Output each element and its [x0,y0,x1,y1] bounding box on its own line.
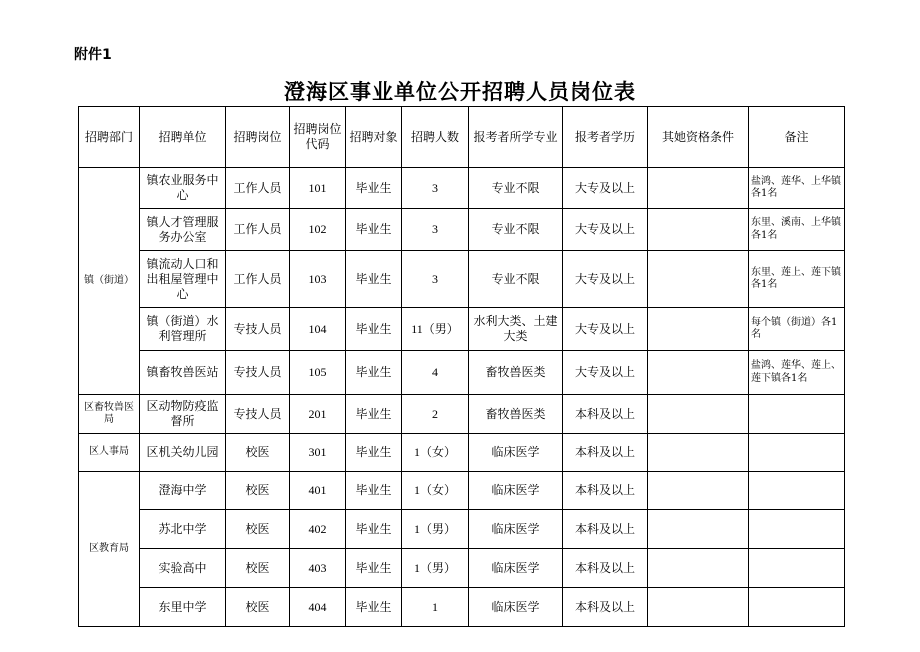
major-cell: 畜牧兽医类 [469,351,563,395]
target-cell: 毕业生 [346,472,402,510]
unit-cell: 镇流动人口和出租屋管理中心 [140,251,226,308]
target-cell: 毕业生 [346,395,402,434]
note-cell: 盐鸿、莲华、上华镇各1名 [749,168,845,209]
count-cell: 1（女） [402,472,469,510]
target-cell: 毕业生 [346,209,402,251]
table-body [79,168,845,627]
education-cell: 本科及以上 [563,472,648,510]
unit-cell: 镇畜牧兽医站 [140,351,226,395]
other-cell [648,549,749,588]
education-cell: 大专及以上 [563,351,648,395]
department-cell: 区教育局 [79,472,140,627]
education-cell: 大专及以上 [563,251,648,308]
major-cell: 临床医学 [469,472,563,510]
major-cell: 畜牧兽医类 [469,395,563,434]
count-cell: 4 [402,351,469,395]
other-cell [648,168,749,209]
post-cell: 专技人员 [226,351,290,395]
unit-cell: 镇人才管理服务办公室 [140,209,226,251]
major-cell: 临床医学 [469,434,563,472]
unit-cell: 东里中学 [140,588,226,627]
code-cell: 103 [290,251,346,308]
column-header: 招聘人数 [402,107,469,168]
education-cell: 本科及以上 [563,434,648,472]
code-cell: 101 [290,168,346,209]
unit-cell: 苏北中学 [140,510,226,549]
recruitment-table [78,106,845,627]
education-cell: 大专及以上 [563,209,648,251]
post-cell: 工作人员 [226,168,290,209]
code-cell: 404 [290,588,346,627]
education-cell: 本科及以上 [563,588,648,627]
note-cell [749,549,845,588]
count-cell: 3 [402,209,469,251]
major-cell: 专业不限 [469,209,563,251]
unit-cell: 实验高中 [140,549,226,588]
count-cell: 1（女） [402,434,469,472]
department-cell: 区人事局 [79,434,140,472]
note-cell: 盐鸿、莲华、莲上、莲下镇各1名 [749,351,845,395]
code-cell: 401 [290,472,346,510]
other-cell [648,209,749,251]
department-cell: 镇（街道） [79,168,140,395]
table-row [79,588,845,627]
target-cell: 毕业生 [346,351,402,395]
other-cell [648,251,749,308]
other-cell [648,434,749,472]
code-cell: 402 [290,510,346,549]
code-cell: 102 [290,209,346,251]
major-cell: 水利大类、土建大类 [469,308,563,351]
target-cell: 毕业生 [346,251,402,308]
table-row [79,395,845,434]
other-cell [648,351,749,395]
education-cell: 大专及以上 [563,308,648,351]
post-cell: 专技人员 [226,308,290,351]
unit-cell: 区动物防疫监督所 [140,395,226,434]
target-cell: 毕业生 [346,549,402,588]
code-cell: 301 [290,434,346,472]
table-row [79,472,845,510]
post-cell: 校医 [226,549,290,588]
column-header: 招聘岗位 [226,107,290,168]
column-header: 备注 [749,107,845,168]
target-cell: 毕业生 [346,168,402,209]
column-header: 招聘单位 [140,107,226,168]
education-cell: 本科及以上 [563,549,648,588]
table-row [79,510,845,549]
count-cell: 11（男） [402,308,469,351]
major-cell: 临床医学 [469,510,563,549]
department-cell: 区畜牧兽医局 [79,395,140,434]
unit-cell: 澄海中学 [140,472,226,510]
education-cell: 大专及以上 [563,168,648,209]
post-cell: 专技人员 [226,395,290,434]
post-cell: 工作人员 [226,209,290,251]
column-header: 其她资格条件 [648,107,749,168]
attachment-label: 附件1 [74,47,112,63]
count-cell: 1 [402,588,469,627]
table-row [79,168,845,209]
note-cell [749,434,845,472]
note-cell: 每个镇（街道）各1名 [749,308,845,351]
other-cell [648,510,749,549]
count-cell: 3 [402,168,469,209]
target-cell: 毕业生 [346,588,402,627]
target-cell: 毕业生 [346,434,402,472]
column-header: 报考者学历 [563,107,648,168]
major-cell: 专业不限 [469,251,563,308]
major-cell: 专业不限 [469,168,563,209]
table-row [79,351,845,395]
code-cell: 201 [290,395,346,434]
education-cell: 本科及以上 [563,395,648,434]
unit-cell: 镇农业服务中心 [140,168,226,209]
column-header: 招聘部门 [79,107,140,168]
post-cell: 工作人员 [226,251,290,308]
other-cell [648,588,749,627]
page-title: 澄海区事业单位公开招聘人员岗位表 [284,79,636,104]
table-row [79,209,845,251]
note-cell [749,472,845,510]
code-cell: 403 [290,549,346,588]
code-cell: 105 [290,351,346,395]
other-cell [648,308,749,351]
column-header: 报考者所学专业 [469,107,563,168]
code-cell: 104 [290,308,346,351]
unit-cell: 镇（街道）水利管理所 [140,308,226,351]
post-cell: 校医 [226,472,290,510]
post-cell: 校医 [226,434,290,472]
unit-cell: 区机关幼儿园 [140,434,226,472]
count-cell: 1（男） [402,510,469,549]
table-row [79,251,845,308]
other-cell [648,472,749,510]
major-cell: 临床医学 [469,588,563,627]
post-cell: 校医 [226,510,290,549]
note-cell: 东里、溪南、上华镇各1名 [749,209,845,251]
note-cell [749,510,845,549]
column-header: 招聘对象 [346,107,402,168]
target-cell: 毕业生 [346,308,402,351]
note-cell [749,588,845,627]
major-cell: 临床医学 [469,549,563,588]
count-cell: 3 [402,251,469,308]
count-cell: 2 [402,395,469,434]
post-cell: 校医 [226,588,290,627]
target-cell: 毕业生 [346,510,402,549]
table-row [79,308,845,351]
note-cell: 东里、莲上、莲下镇各1名 [749,251,845,308]
other-cell [648,395,749,434]
education-cell: 本科及以上 [563,510,648,549]
table-row [79,434,845,472]
column-header: 招聘岗位代码 [290,107,346,168]
note-cell [749,395,845,434]
header-row [79,107,845,168]
count-cell: 1（男） [402,549,469,588]
table-row [79,549,845,588]
